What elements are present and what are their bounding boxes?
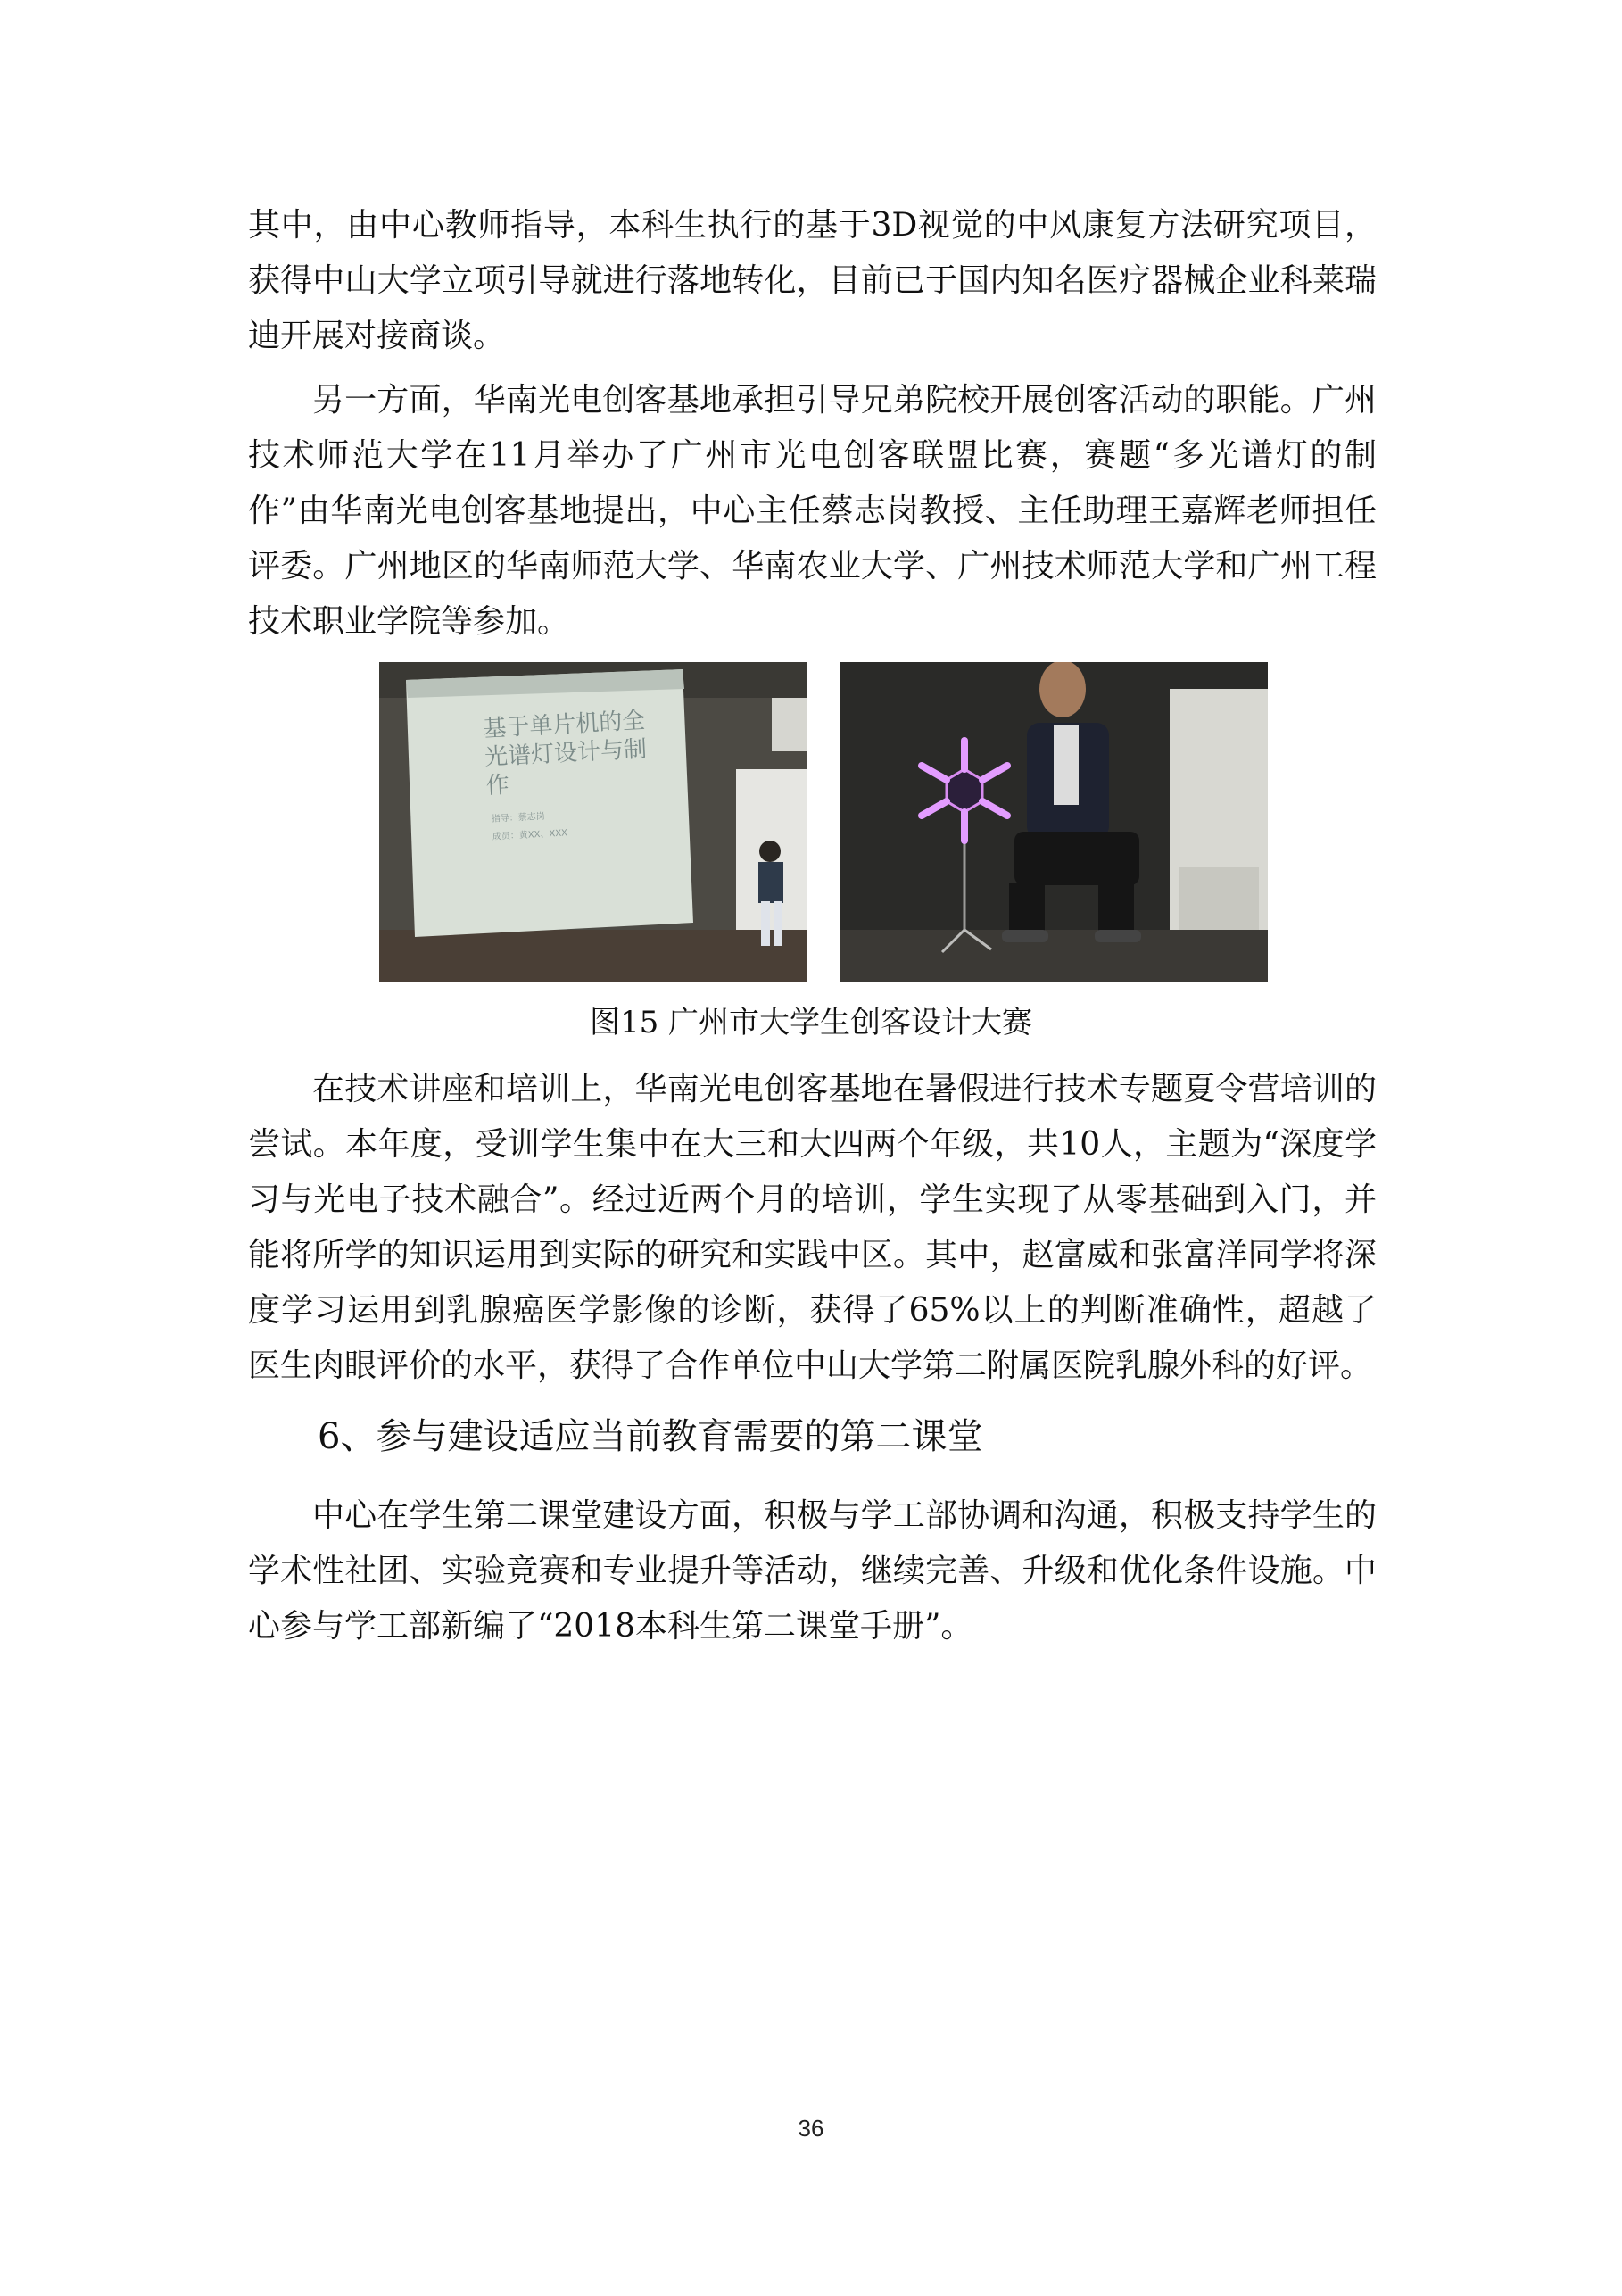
slide-title-line-1: 基于单片机的全: [482, 707, 647, 743]
figure-caption: 图15 广州市大学生创客设计大赛: [589, 1005, 1033, 1040]
paragraph-4-text: 中心在学生第二课堂建设方面，积极与学工部协调和沟通，积极支持学生的学术性社团、实验竞赛和专业提升等活动，继续完善、升级和优化条件设施。中心参与学工部新编了“2018本科生第二课堂手册”。: [248, 1497, 1377, 1645]
photo-lamp-demo: [840, 662, 1268, 982]
section-heading: 6、参与建设适应当前教育需要的第二课堂: [318, 1416, 983, 1457]
slide-title-line-3: 作: [485, 771, 510, 800]
paragraph-3: [248, 1062, 1377, 1394]
paragraph-1-text: 其中，由中心教师指导，本科生执行的基于3D视觉的中风康复方法研究项目，获得中山大学立项引导就进行落地转化，目前已于国内知名医疗器械企业科莱瑞迪开展对接商谈。: [248, 207, 1377, 354]
paragraph-2: [248, 373, 1377, 650]
slide-subtitle-line-2: 成员：黄XX、XXX: [492, 828, 568, 842]
slide-title-line-2: 光谱灯设计与制: [484, 735, 648, 772]
paragraph-1: [248, 198, 1377, 364]
page-number: 36: [798, 2115, 824, 2142]
paragraph-2-text: 另一方面，华南光电创客基地承担引导兄弟院校开展创客活动的职能。广州技术师范大学在11月举办了广州市光电创客联盟比赛，赛题“多光谱灯的制作”由华南光电创客基地提出，中心主任蔡志岗教授、主任助理王嘉辉老师担任评委。广州地区的华南师范大学、华南农业大学、广州技术师范大学和广州工程技术职业学院等参加。: [248, 382, 1377, 640]
photo-presentation: [379, 662, 807, 982]
paragraph-3-text: 在技术讲座和培训上，华南光电创客基地在暑假进行技术专题夏令营培训的尝试。本年度，受训学生集中在大三和大四两个年级，共10人，主题为“深度学习与光电子技术融合”。经过近两个月的培训，学生实现了从零基础到入门，并能将所学的知识运用到实际的研究和实践中区。其中，赵富威和张富洋同学将深度学习运用到乳腺癌医学影像的诊断，获得了65%以上的判断准确性，超越了医生肉眼评价的水平，获得了合作单位中山大学第二附属医院乳腺外科的好评。: [248, 1071, 1377, 1384]
slide-subtitle-line-1: 指导：蔡志岗: [491, 811, 546, 825]
lamp-photo-drawing: [840, 662, 1268, 982]
figure-15: [0, 662, 1622, 982]
presentation-photo-drawing: [379, 662, 807, 982]
paragraph-4: [248, 1488, 1377, 1654]
